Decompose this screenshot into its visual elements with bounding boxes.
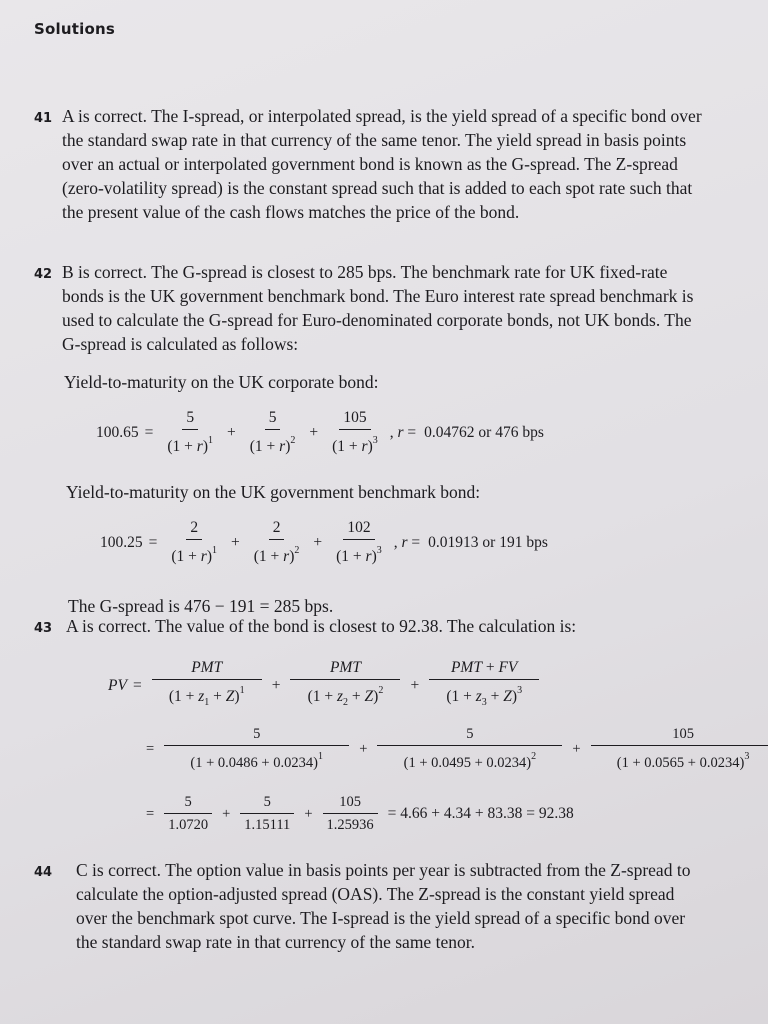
denominator: (1 + 0.0495 + 0.0234) <box>403 755 532 771</box>
corp-ytm-equation: 100.65 = $\frac{5}{(1 + r)^1}$ + $\frac{5}{(1 + r)^2}$ + $\frac{105}{(1 + r)^3}$ , r = 0.04762 or 476 bps <box>96 409 544 455</box>
corp-price: 100.65 <box>96 423 139 441</box>
solution-text: C is correct. The option value in basis points per year is subtracted from the Z-spread to calculate the option-adjusted spread (OAS). The Z-spread is the constant yield spread over the benchmark spot curve. The I-spread is the yield spread of a specific bond over the standard swap rate in that currency of the same tenor. <box>76 860 691 952</box>
numerator: 105 <box>591 726 768 746</box>
cash-flow: 2 <box>269 520 285 540</box>
solution-number: 44 <box>34 865 53 880</box>
pv-formula: PV = $\frac{\text{PMT}}{(1 + z_1 + Z)^1}$ + $\frac{\text{PMT}}{(1 + z_2 + Z)^2}$ + $\frac{\text{PMT + FV}}{(1 + z_3 + Z)^3}$ <box>108 660 543 711</box>
corp-bond-label: Yield-to-maturity on the UK corporate bond: <box>64 372 379 392</box>
numerator: 105 <box>323 794 378 814</box>
corp-result: 0.04762 or 476 bps <box>424 423 544 441</box>
numerator: 5 <box>164 726 349 746</box>
solution-42 <box>0 260 768 356</box>
solution-41 <box>0 104 768 224</box>
gov-result: 0.01913 or 191 bps <box>428 533 548 551</box>
denominator: 1.25936 <box>326 817 374 833</box>
cash-flow: 5 <box>182 410 198 430</box>
solution-44 <box>0 858 768 954</box>
denominator: (1 + 0.0486 + 0.0234) <box>190 755 318 771</box>
cash-flow: 105 <box>339 410 370 430</box>
solution-number: 43 <box>34 621 53 636</box>
pv-result: = 4.66 + 4.34 + 83.38 = 92.38 <box>387 804 574 822</box>
numerator: 5 <box>377 726 562 746</box>
gov-ytm-equation: 100.25 = $\frac{2}{(1 + r)^1}$ + $\frac{2}{(1 + r)^2}$ + $\frac{102}{(1 + r)^3}$ , r = 0.01913 or 191 bps <box>100 519 548 565</box>
pv-discount-factors: = $\frac{5}{1.0720}$ + $\frac{5}{1.15111}$ + $\frac{105}{1.25936}$ = 4.66 + 4.34 + 83.38 = 92.38 <box>146 794 574 833</box>
solution-text: B is correct. The G-spread is closest to 285 bps. The benchmark rate for UK fixed-rate bonds is the UK government benchmark bond. The Euro interest rate spread benchmark is used to calculate the G-spread for Euro-denominated corporate bonds, not UK bonds. The G-spread is calculated as follows: <box>62 262 694 354</box>
denominator: 1.15111 <box>244 817 291 833</box>
denominator: (1 + 0.0565 + 0.0234) <box>616 755 745 771</box>
solution-number: 41 <box>34 111 53 126</box>
cash-flow: 102 <box>343 520 374 540</box>
g-spread-conclusion: The G-spread is 476 − 191 = 285 bps. <box>68 596 334 616</box>
gov-price: 100.25 <box>100 533 143 551</box>
solution-43 <box>0 614 768 638</box>
numerator: 5 <box>164 794 212 814</box>
page-header: Solutions <box>34 20 115 38</box>
denominator: 1.0720 <box>168 817 209 833</box>
solution-text: A is correct. The value of the bond is closest to 92.38. The calculation is: <box>66 616 577 636</box>
gov-bond-label: Yield-to-maturity on the UK government benchmark bond: <box>66 482 481 502</box>
solution-number: 42 <box>34 267 53 282</box>
cash-flow: 2 <box>186 520 202 540</box>
pv-substituted: = $\frac{5}{(1 + 0.0486 + 0.0234)^1}$ + $\frac{5}{(1 + 0.0495 + 0.0234)^2}$ + $\frac{105}{(1 + 0.0565 + 0.0234)^3}$ <box>140 726 768 771</box>
solution-text: A is correct. The I-spread, or interpolated spread, is the yield spread of a specific bond over the standard swap rate in that currency of the same tenor. The yield spread in basis points over an actual or interpolated government bond is known as the G-spread. The Z-spread (zero-volatility spread) is the constant spread such that is added to each spot rate such that the present value of the cash flows matches the price of the bond. <box>62 106 702 222</box>
numerator: 5 <box>240 794 294 814</box>
cash-flow: 5 <box>265 410 281 430</box>
